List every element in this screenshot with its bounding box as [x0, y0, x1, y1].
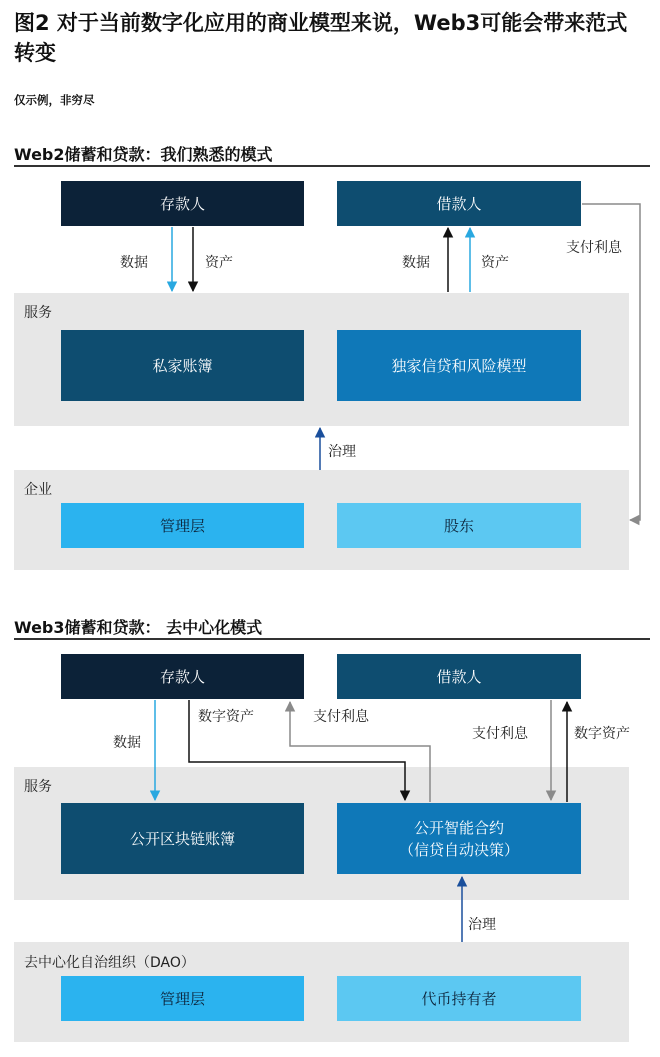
web2-services-label: 服务 — [24, 305, 52, 321]
web2-shareholders-box: 股东 — [337, 503, 581, 548]
web3-dao-label: 去中心化自治组织（DAO） — [24, 955, 195, 971]
web3-interest-left-arrow — [290, 702, 430, 802]
web3-digital-assets-left-label: 数字资产 — [198, 709, 254, 725]
web2-borrower-box: 借款人 — [337, 181, 581, 226]
figure-title: 图2 对于当前数字化应用的商业模型来说，Web3可能会带来范式转变 — [14, 11, 628, 65]
figure-note: 仅示例，非穷尽 — [14, 93, 95, 107]
web3-digital-assets-right-label: 数字资产 — [574, 726, 630, 742]
web2-data-down-label: 数据 — [120, 255, 148, 271]
web2-depositor-box: 存款人 — [61, 181, 304, 226]
web2-private-ledger-box: 私家账簿 — [61, 330, 304, 401]
web2-credit-model-box: 独家信贷和风险模型 — [337, 330, 581, 401]
web2-assets-up-label: 资产 — [481, 255, 509, 271]
web3-token-holders-box: 代币持有者 — [337, 976, 581, 1021]
web3-borrower-box: 借款人 — [337, 654, 581, 699]
web3-public-ledger-box: 公开区块链账簿 — [61, 803, 304, 874]
web2-governance-label: 治理 — [328, 444, 356, 460]
web3-services-label: 服务 — [24, 779, 52, 795]
web2-enterprise-label: 企业 — [24, 482, 52, 498]
web3-interest-left-label: 支付利息 — [313, 709, 369, 725]
web3-interest-right-label: 支付利息 — [472, 726, 528, 742]
web2-assets-down-label: 资产 — [205, 255, 233, 271]
web2-interest-label: 支付利息 — [566, 240, 622, 256]
web3-governance-label: 治理 — [468, 917, 496, 933]
web2-section-title: Web2储蓄和贷款：我们熟悉的模式 — [14, 145, 273, 164]
web3-digital-assets-left-arrow — [189, 700, 405, 800]
web2-interest-arrow — [582, 204, 640, 520]
web3-depositor-box: 存款人 — [61, 654, 304, 699]
web3-smart-contract-box: 公开智能合约 （信贷自动决策） — [337, 803, 581, 874]
web3-management-box: 管理层 — [61, 976, 304, 1021]
web3-data-label: 数据 — [113, 735, 141, 751]
web2-management-box: 管理层 — [61, 503, 304, 548]
web2-data-up-label: 数据 — [402, 255, 430, 271]
web3-section-title: Web3储蓄和贷款： 去中心化模式 — [14, 618, 263, 637]
